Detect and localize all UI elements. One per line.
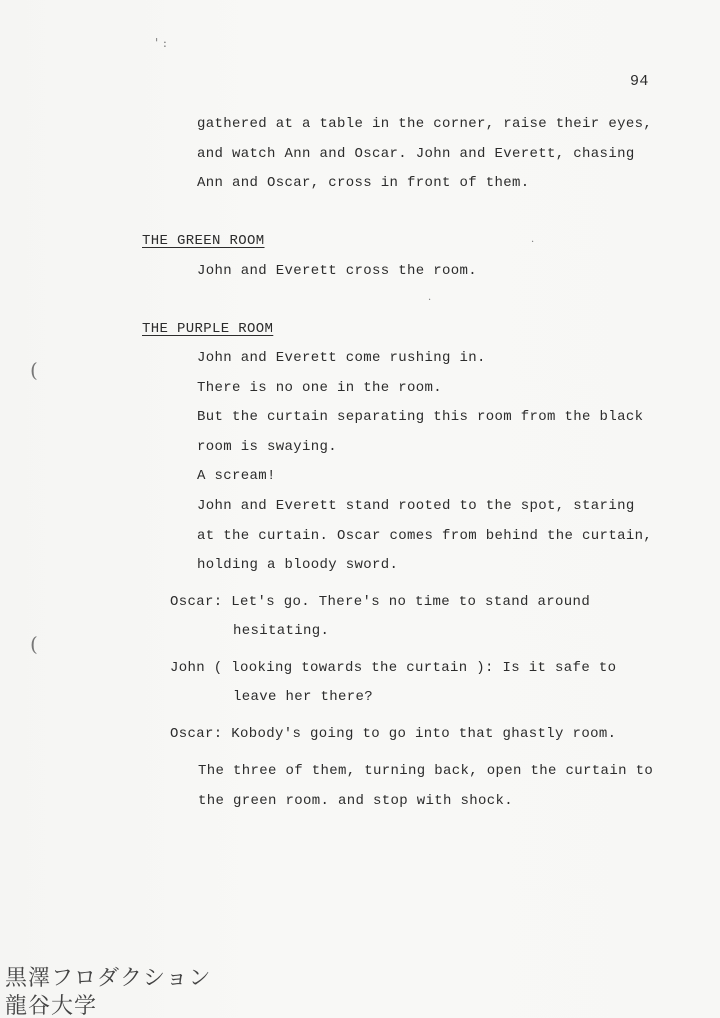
action-line: There is no one in the room. — [197, 380, 443, 396]
margin-paren-2: ( — [30, 632, 39, 656]
action-line: room is swaying. — [197, 439, 338, 455]
dialogue-continuation: leave her there? — [233, 689, 374, 705]
action-line: But the curtain separating this room from the black — [197, 409, 644, 425]
action-line: John and Everett cross the room. — [197, 263, 478, 279]
scene-heading-purple-room: THE PURPLE ROOM — [142, 321, 274, 337]
action-line: the green room. and stop with shock. — [198, 793, 514, 809]
action-line: John and Everett stand rooted to the spot, staring — [197, 498, 635, 514]
watermark-production: 黒澤フロダクション — [5, 966, 212, 991]
scene-heading-green-room: THE GREEN ROOM — [142, 233, 265, 249]
watermark-university: 龍谷大学 — [5, 994, 98, 1018]
dot-mark-2: . — [428, 292, 432, 303]
action-line: gathered at a table in the corner, raise their eyes, — [197, 116, 653, 132]
dialogue-continuation: hesitating. — [233, 623, 330, 639]
page-number: 94 — [630, 73, 649, 90]
dialogue-john: John ( looking towards the curtain ): Is it safe to — [170, 660, 617, 676]
dialogue-oscar-1: Oscar: Let's go. There's no time to stand around — [170, 594, 591, 610]
action-line: and watch Ann and Oscar. John and Everett, chasing — [197, 146, 635, 162]
stray-mark-top: ' : — [155, 36, 168, 50]
action-line: John and Everett come rushing in. — [197, 350, 486, 366]
action-line: Ann and Oscar, cross in front of them. — [197, 175, 530, 191]
dialogue-oscar-2: Oscar: Kobody's going to go into that ghastly room. — [170, 726, 617, 742]
action-line: holding a bloody sword. — [197, 557, 399, 573]
action-line: The three of them, turning back, open the curtain to — [198, 763, 654, 779]
dot-mark-1: . — [531, 234, 535, 245]
action-line: A scream! — [197, 468, 276, 484]
margin-paren-1: ( — [30, 358, 39, 382]
action-line: at the curtain. Oscar comes from behind the curtain, — [197, 528, 653, 544]
